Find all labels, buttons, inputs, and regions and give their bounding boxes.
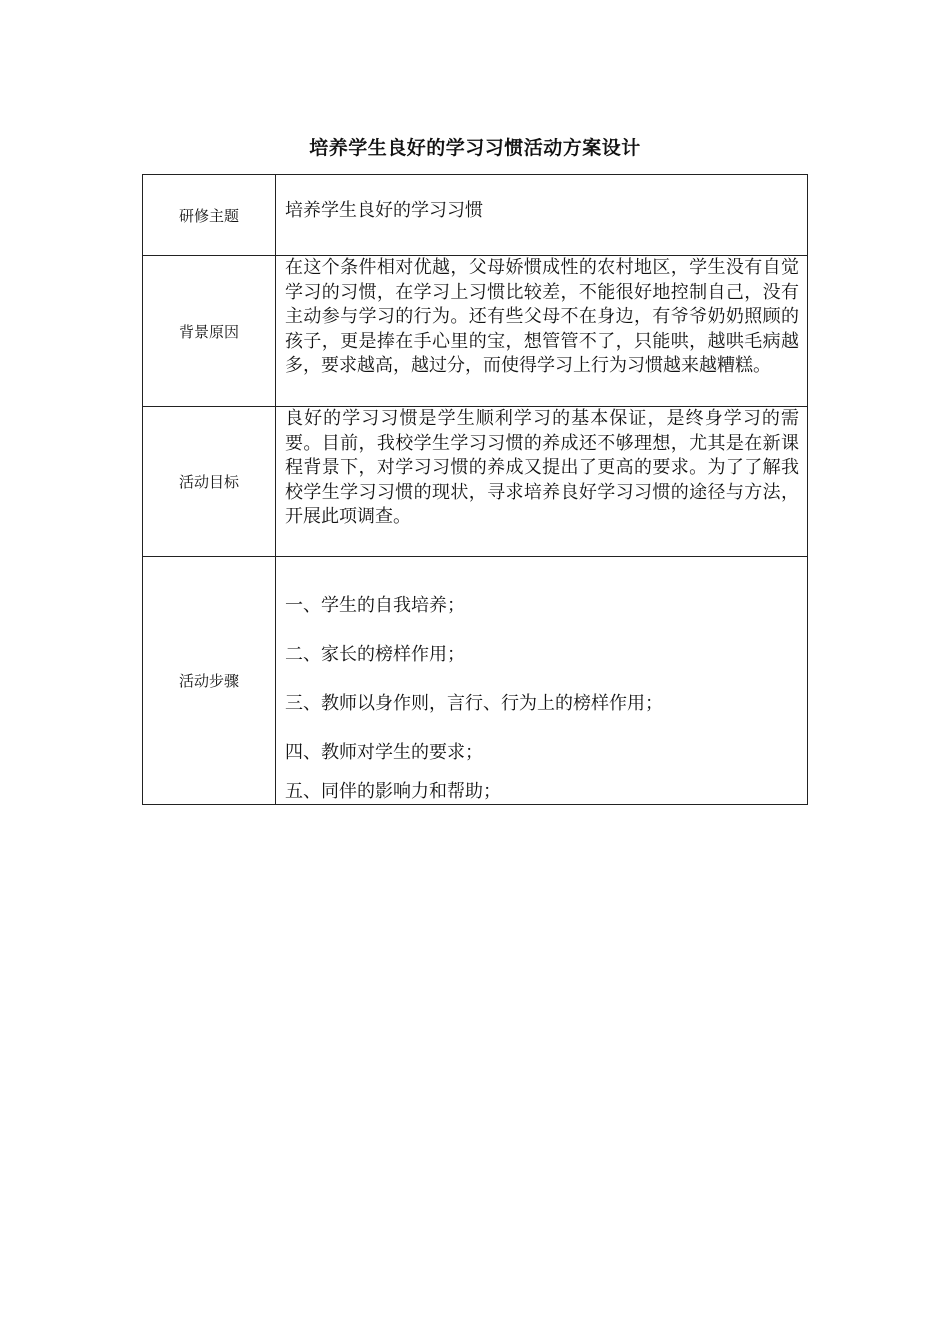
page-title: 培养学生良好的学习习惯活动方案设计 <box>309 137 641 159</box>
table-row-topic <box>143 175 808 256</box>
table-row-steps <box>143 557 808 805</box>
step-item: 四、教师对学生的要求； <box>285 742 483 763</box>
background-label: 背景原因 <box>143 256 276 407</box>
step-item: 二、家长的榜样作用； <box>285 644 465 665</box>
step-item: 一、学生的自我培养； <box>285 595 465 616</box>
topic-content-cell <box>276 175 808 256</box>
table-row-background <box>143 256 808 407</box>
table-row-goal <box>143 407 808 557</box>
goal-content: 良好的学习习惯是学生顺利学习的基本保证，是终身学习的需要。目前，我校学生学习习惯的养成还不够理想，尤其是在新课程背景下，对学习习惯的养成又提出了更高的要求。为了了解我校学生学习习惯的现状，寻求培养良好学习习惯的途径与方法，开展此项调查。 <box>276 407 808 557</box>
steps-label: 活动步骤 <box>143 557 276 805</box>
steps-list <box>285 594 799 804</box>
step-item: 五、同伴的影响力和帮助； <box>285 781 501 802</box>
steps-content-cell <box>276 557 808 805</box>
background-content: 在这个条件相对优越，父母娇惯成性的农村地区，学生没有自觉学习的习惯，在学习上习惯比较差，不能很好地控制自己，没有主动参与学习的行为。还有些父母不在身边，有爷爷奶奶照顾的孩子，更是捧在手心里的宝，想管管不了，只能哄，越哄毛病越多，要求越高，越过分，而使得学习上行为习惯越来越糟糕。 <box>276 256 808 407</box>
goal-label: 活动目标 <box>143 407 276 557</box>
step-item: 三、教师以身作则，言行、行为上的榜样作用； <box>285 693 663 714</box>
plan-table <box>142 174 808 805</box>
topic-label: 研修主题 <box>143 175 276 256</box>
topic-content: 培养学生良好的学习习惯 <box>285 199 483 221</box>
